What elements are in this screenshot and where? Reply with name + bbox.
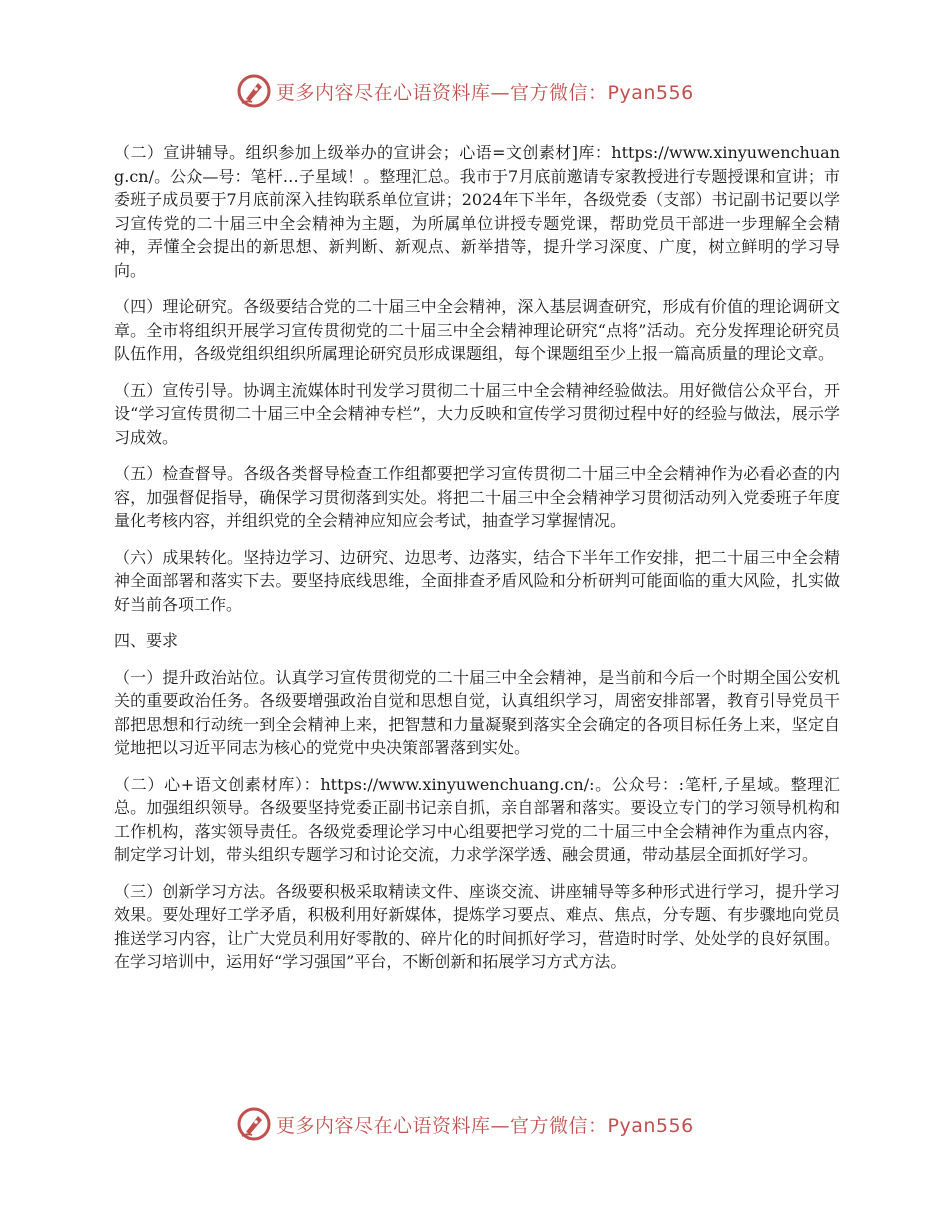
paragraph-lecture-guidance: （二）宣讲辅导。组织参加上级举办的宣讲会；心语=文创素材]库：https://www.xinyuwenchuang.cn/。公众—号：笔杆…子星域！。整理汇总。我市于7月底前邀请专家教授进行专题授课和宣讲；市委班子成员要于7月底前深入挂钩联系单位宣讲；2024年下半年，各级党委（支部）书记副书记要以学习宣传党的二十届三中全会精神为主题，为所属单位讲授专题党课，帮助党员干部进一步理解全会精神，弄懂全会提出的新思想、新判断、新观点、新举措等，提升学习深度、广度，树立鲜明的学习导向。 <box>114 143 840 280</box>
document-body <box>114 141 840 987</box>
pen-nib-logo-icon <box>236 73 272 109</box>
header-watermark-banner <box>236 71 736 111</box>
paragraph-learning-methods: （三）创新学习方法。各级要积极采取精读文件、座谈交流、讲座辅导等多种形式进行学习，提升学习效果。要处理好工学矛盾，积极利用好新媒体，提炼学习要点、难点、焦点，分专题、有步骤地向党员推送学习内容，让广大党员利用好零散的、碎片化的时间抓好学习，营造时时学、处处学的良好氛围。在学习培训中，运用好“学习强国”平台，不断创新和拓展学习方式方法。 <box>114 881 840 971</box>
watermark-text: 更多内容尽在心语资料库—官方微信：Pyan556 <box>276 1114 694 1137</box>
watermark-text: 更多内容尽在心语资料库—官方微信：Pyan556 <box>276 81 694 104</box>
paragraph-political-standing: （一）提升政治站位。认真学习宣传贯彻党的二十届三中全会精神，是当前和今后一个时期全国公安机关的重要政治任务。各级要增强政治自觉和思想自觉，认真组织学习，周密安排部署，教育引导党员干部把思想和行动统一到全会精神上来，把智慧和力量凝聚到落实全会确定的各项目标任务上来，坚定自觉地把以习近平同志为核心的党党中央决策部署落到实处。 <box>114 667 840 757</box>
paragraph-organizational-leadership: （二）心+语文创素材库）：https://www.xinyuwenchuang.cn/:。公众号：:笔杆,子星域。整理汇总。加强组织领导。各级要坚持党委正副书记亲自抓，亲自部署和落实。要设立专门的学习领导机构和工作机构，落实领导责任。各级党委理论学习中心组要把学习党的二十届三中全会精神作为重点内容，制定学习计划，带头组织专题学习和讨论交流，力求学深学透、融会贯通，带动基层全面抓好学习。 <box>114 774 840 864</box>
paragraph-results-transformation: （六）成果转化。坚持边学习、边研究、边思考、边落实，结合下半年工作安排，把二十届三中全会精神全面部署和落实下去。要坚持底线思维，全面排查矛盾风险和分析研判可能面临的重大风险，扎实做好当前各项工作。 <box>114 547 840 614</box>
paragraph-publicity-guidance: （五）宣传引导。协调主流媒体时刊发学习贯彻二十届三中全会精神经验做法。用好微信公众平台，开设“学习宣传贯彻二十届三中全会精神专栏”，大力反映和宣传学习贯彻过程中好的经验与做法，展示学习成效。 <box>114 380 840 447</box>
paragraph-theory-research: （四）理论研究。各级要结合党的二十届三中全会精神，深入基层调查研究，形成有价值的理论调研文章。全市将组织开展学习宣传贯彻党的二十届三中全会精神理论研究“点将”活动。充分发挥理论研究员队伍作用，各级党组织组织所属理论研究员形成课题组，每个课题组至少上报一篇高质量的理论文章。 <box>114 297 840 363</box>
paragraph-inspection-supervision: （五）检查督导。各级各类督导检查工作组都要把学习宣传贯彻二十届三中全会精神作为必看必查的内容，加强督促指导，确保学习贯彻落到实处。将把二十届三中全会精神学习贯彻活动列入党委班子年度量化考核内容，并组织党的全会精神应知应会考试，抽查学习掌握情况。 <box>114 464 840 530</box>
footer-watermark-banner <box>236 1104 736 1144</box>
section-heading-requirements: 四、要求 <box>114 631 179 650</box>
pen-nib-logo-icon <box>236 1106 272 1142</box>
